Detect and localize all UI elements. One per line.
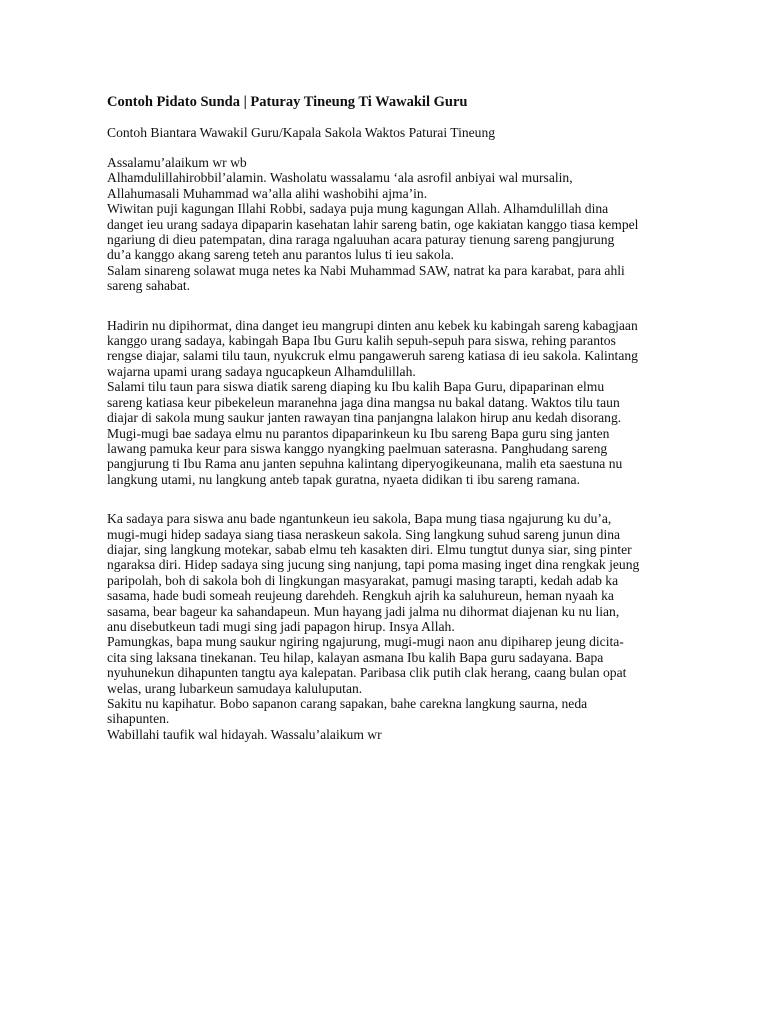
text-line: sasama, hade budi someah reujeung darehdeh. Rengkuh ajrih ka saluhureun, heman nyaah ka [107,588,614,604]
text-line: sasama, bear bageur ka sahandapeun. Mun hayang jadi jalma nu dihormat diajenan ku nu lian, [107,603,620,619]
text-line: cita sing laksana tinekanan. Teu hilap, kalayan asmana Ibu kalih Bapa guru sadayana. Bapa [107,649,604,665]
text-line: diajar, sing langkung motekar, sabab elmu teh kasakten diri. Elmu tungtut dunya siar, sing pinter [107,541,632,557]
text-line: kanggo urang sadaya, kabingah Bapa Ibu Guru kalih sepuh-sepuh para siswa, rehing parantos [107,333,616,349]
text-line: Assalamu’alaikum wr wb [107,155,247,170]
text-line: sihapunten. [107,711,170,727]
text-line: Salami tilu taun para siswa diatik sareng diaping ku Ibu kalih Bapa Guru, dipaparinan elmu [107,379,605,395]
text-line: mugi-mugi hidep sadaya siang tiasa neraskeun sakola. Sing langkung suhud sareng junun dina [107,526,621,542]
paragraph-gap [107,294,707,318]
text-line: danget ieu urang sadaya dipaparin kasehatan lahir sareng batin, oge kakiatan kanggo tiasa kempel [107,216,639,232]
text-line: du’a kanggo akang sareng teteh anu parantos lulus ti ieu sakola. [107,247,454,263]
text-line: Salam sinareng solawat muga netes ka Nabi Muhammad SAW, natrat ka para karabat, para ahli [107,262,625,278]
text-line: Hadirin nu dipihormat, dina danget ieu mangrupi dinten anu kebek ku kabingah sareng kabagjaan [107,317,638,333]
text-line: paripolah, boh di sakola boh di lingkungan masyarakat, pamugi masing tarapti, kedah adab ka [107,572,619,588]
text-line: pangjurung ti Ibu Rama anu janten sepuhna kalintang diperyogikeunana, malih eta saestuna nu [107,456,623,472]
text-line: nyuhunekun dihapunten tangtu aya kalepatan. Paribasa clik putih clak herang, caang bulan opat [107,665,627,681]
text-line: lawang pamuka keur para siswa kanggo nyangking paelmuan saterasna. Panghudang sareng [107,440,608,456]
text-line: anu disebutkeun tadi mugi sing jadi papagon hirup. Insya Allah. [107,618,455,634]
text-line: welas, urang lubarkeun samudaya kaluluputan. [107,680,363,696]
document-body [107,155,707,742]
document-subtitle: Contoh Biantara Wawakil Guru/Kapala Sakola Waktos Paturai Tineung [107,125,496,140]
paragraph-section [107,318,707,487]
text-line: rengse diajar, salami tilu taun, nyukcruk elmu pangaweruh sareng katiasa di ieu sakola. Kalintang [107,348,638,364]
text-line: wajarna upami urang sadaya ngucapkeun Alhamdulillah. [107,363,416,379]
text-line: sareng katiasa keur pibekeleun maranehna jaga dina mangsa nu bakal datang. Waktos tilu taun [107,394,620,410]
paragraph-section [107,155,707,294]
text-line: Sakitu nu kapihatur. Bobo sapanon carang sapakan, bahe carekna langkung saurna, neda [107,696,588,711]
text-line: diajar di sakola mung saukur janten rawayan tina panjangna lalakon hirup anu kedah disorang. [107,410,622,426]
text-line: Wiwitan puji kagungan Illahi Robbi, sadaya puja mung kagungan Allah. Alhamdulillah dina [107,201,609,217]
text-line: Ka sadaya para siswa anu bade ngantunkeun ieu sakola, Bapa mung tiasa ngajurung ku du’a, [107,511,612,527]
text-line: ngariung di dieu patempatan, dina raraga ngaluuhan acara paturay tienung sareng pangjurung [107,232,615,248]
paragraph-gap [107,487,707,511]
text-line: langkung utami, nu langkung anteb tapak guratna, nyaeta didikan ti ibu sareng ramana. [107,471,580,487]
text-line: Pamungkas, bapa mung saukur ngiring ngajurung, mugi-mugi naon anu dipiharep jeung dicita- [107,634,624,650]
text-line: Wabillahi taufik wal hidayah. Wassalu’alaikum wr [107,726,382,742]
text-line: Alhamdulillahirobbil’alamin. Washolatu wassalamu ‘ala asrofil anbiyai wal mursalin, [107,170,573,186]
document-title: Contoh Pidato Sunda | Paturay Tineung Ti Wawakil Guru [107,94,468,110]
text-line: sareng sahabat. [107,278,191,294]
paragraph-section [107,511,707,742]
text-line: ngaraksa diri. Hidep sadaya sing jucung sing nanjung, tapi poma masing inget dina rengkak jeung [107,557,640,573]
text-line: Mugi-mugi bae sadaya elmu nu parantos dipaparinkeun ku Ibu sareng Bapa guru sing janten [107,425,610,441]
document-page [107,94,707,742]
text-line: Allahumasali Muhammad wa’alla alihi washobihi ajma’in. [107,185,428,201]
